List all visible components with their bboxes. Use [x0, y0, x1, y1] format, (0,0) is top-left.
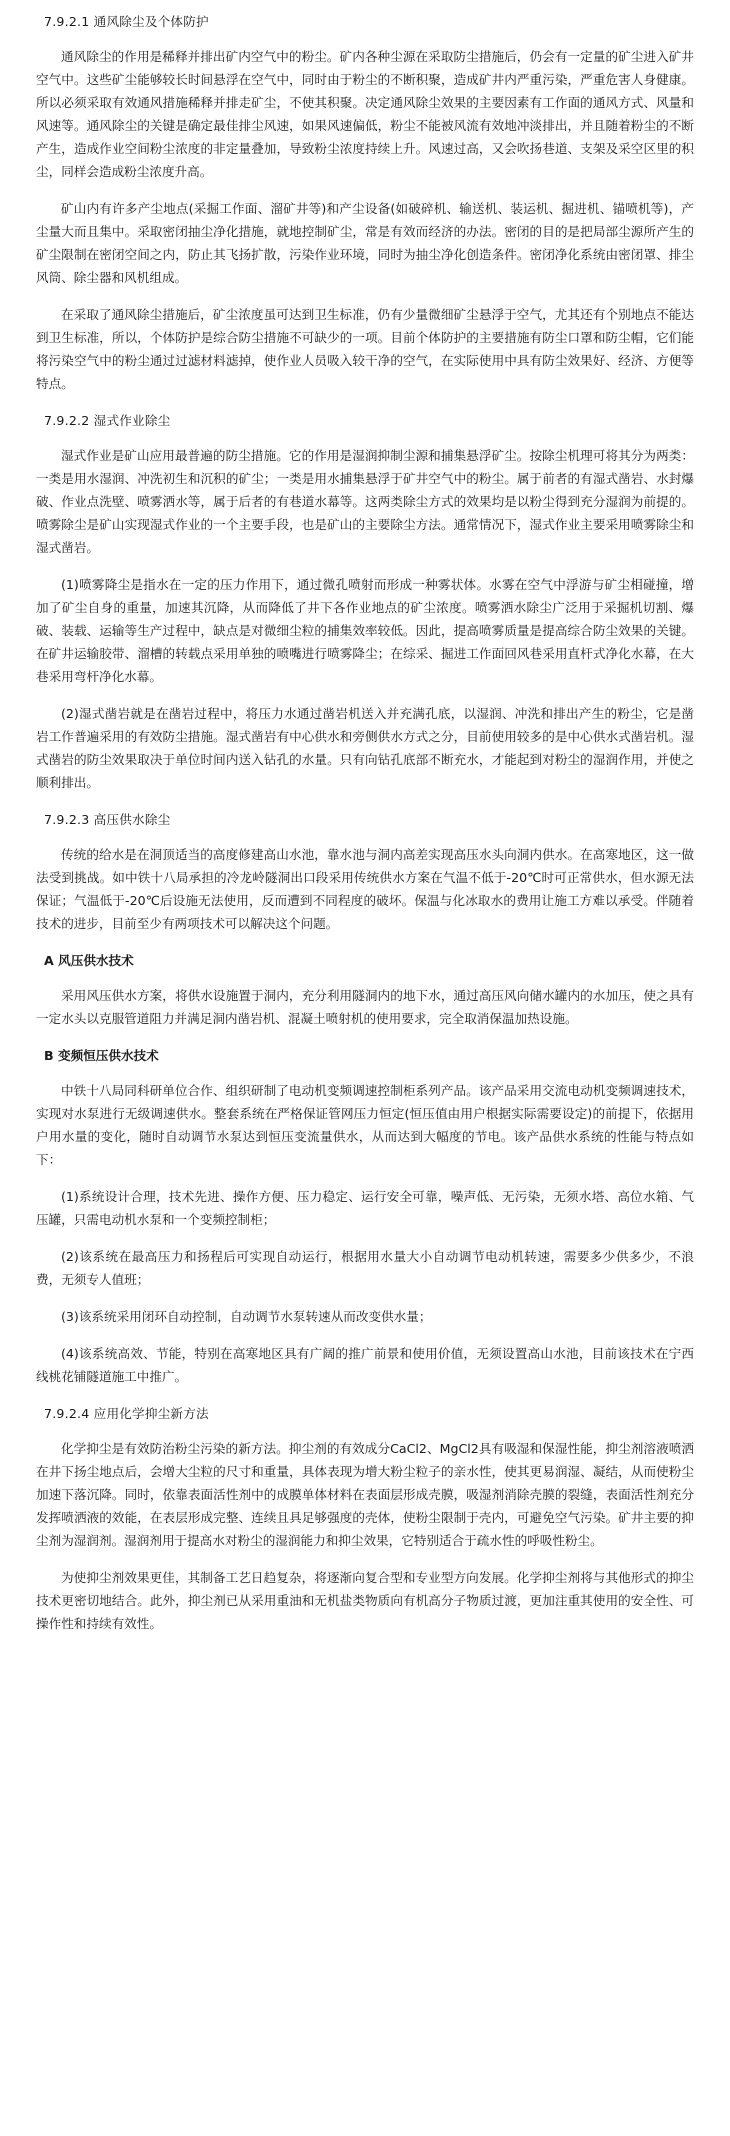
paragraph: 在采取了通风除尘措施后，矿尘浓度虽可达到卫生标准，仍有少量微细矿尘悬浮于空气，尤其还有个别地点不能达到卫生标准，所以，个体防护是综合防尘措施不可缺少的一项。目前个体防护的主要措施有防尘口罩和防尘帽，它们能将污染空气中的粉尘通过过滤材料滤掉，使作业人员吸入较干净的空气，在实际使用中具有防尘效果好、经济、方便等特点。: [36, 307, 694, 391]
section-heading-7-9-2-4: 7.9.2.4 应用化学抑尘新方法: [44, 1406, 209, 1421]
paragraph: 采用风压供水方案，将供水设施置于洞内，充分利用隧洞内的地下水，通过高压风向储水罐内的水加压，使之具有一定水头以克服管道阻力并满足洞内凿岩机、混凝土喷射机的使用要求，完全取消保温加热设施。: [36, 988, 694, 1026]
list-item: (3)该系统采用闭环自动控制，自动调节水泵转速从而改变供水量；: [61, 1309, 432, 1324]
paragraph: (1)喷雾降尘是指水在一定的压力作用下，通过微孔喷射而形成一种雾状体。水雾在空气中浮游与矿尘相碰撞，增加了矿尘自身的重量，加速其沉降，从而降低了井下各作业地点的矿尘浓度。喷雾洒水除尘广泛用于采掘机切割、爆破、装载、运输等生产过程中，缺点是对微细尘粒的捕集效率较低。因此，提高喷雾质量是提高综合防尘效果的关键。在矿井运输胶带、溜槽的转载点采用单独的喷嘴进行喷雾降尘；在综采、掘进工作面回风巷采用直杆式净化水幕，在大巷采用弯杆净化水幕。: [36, 577, 694, 684]
paragraph: 化学抑尘是有效防治粉尘污染的新方法。抑尘剂的有效成分CaCl2、MgCl2具有吸湿和保湿性能，抑尘剂溶液喷洒在井下扬尘地点后，会增大尘粒的尺寸和重量，具体表现为增大粉尘粒子的亲水性，使其更易润湿、凝结，从而使粉尘加速下落沉降。同时，依靠表面活性剂中的成膜单体材料在表面层形成壳膜，吸湿剂消除壳膜的裂缝，表面活性剂充分发挥喷洒液的效能，在表层形成完整、连续且具足够强度的壳体，使粉尘限制于壳内，可避免空气污染。矿井主要的抑尘剂为湿润剂。湿润剂用于提高水对粉尘的湿润能力和抑尘效果，它特别适合于疏水性的呼吸性粉尘。: [36, 1441, 694, 1548]
subsection-heading-b: B 变频恒压供水技术: [44, 1048, 159, 1063]
paragraph: 中铁十八局同科研单位合作、组织研制了电动机变频调速控制柜系列产品。该产品采用交流电动机变频调速技术，实现对水泵进行无级调速供水。整套系统在严格保证管网压力恒定(恒压值由用户根据实际需要设定)的前提下，依据用户用水量的变化，随时自动调节水泵达到恒压变流量供水，从而达到大幅度的节电。该产品供水系统的性能与特点如下：: [36, 1083, 694, 1167]
paragraph: 湿式作业是矿山应用最普遍的防尘措施。它的作用是湿润抑制尘源和捕集悬浮矿尘。按除尘机理可将其分为两类：一类是用水湿润、冲洗初生和沉积的矿尘；一类是用水捕集悬浮于矿井空气中的粉尘。属于前者的有湿式凿岩、水封爆破、作业点洗壁、喷雾洒水等，属于后者的有巷道水幕等。这两类除尘方式的效果均是以粉尘得到充分湿润为前提的。喷雾除尘是矿山实现湿式作业的一个主要手段，也是矿山的主要除尘方法。通常情况下，湿式作业主要采用喷雾除尘和湿式凿岩。: [36, 448, 694, 555]
paragraph: 为使抑尘剂效果更佳，其制备工艺日趋复杂，将逐渐向复合型和专业型方向发展。化学抑尘剂将与其他形式的抑尘技术更密切地结合。此外，抑尘剂已从采用重油和无机盐类物质向有机高分子物质过渡，更加注重其使用的安全性、可操作性和持续有效性。: [36, 1570, 694, 1631]
section-heading-7-9-2-3: 7.9.2.3 高压供水除尘: [44, 812, 171, 827]
section-heading-7-9-2-1: 7.9.2.1 通风除尘及个体防护: [44, 14, 209, 29]
list-item: (1)系统设计合理，技术先进、操作方便、压力稳定、运行安全可靠，噪声低、无污染，无须水塔、高位水箱、气压罐，只需电动机水泵和一个变频控制柜；: [36, 1189, 694, 1227]
paragraph: 传统的给水是在洞顶适当的高度修建高山水池，靠水池与洞内高差实现高压水头向洞内供水。在高寒地区，这一做法受到挑战。如中铁十八局承担的冷龙岭隧洞出口段采用传统供水方案在气温不低于-20℃时可正常供水，但水源无法保证；气温低于-20℃后设施无法使用，反而遭到不同程度的破坏。保温与化冰取水的费用让施工方难以承受。伴随着技术的进步，目前至少有两项技术可以解决这个问题。: [36, 847, 694, 931]
subsection-heading-a: A 风压供水技术: [44, 953, 134, 968]
paragraph: 通风除尘的作用是稀释并排出矿内空气中的粉尘。矿内各种尘源在采取防尘措施后，仍会有一定量的矿尘进入矿井空气中。这些矿尘能够较长时间悬浮在空气中，同时由于粉尘的不断积聚，造成矿井内严重污染，严重危害人身健康。所以必须采取有效通风措施稀释并排走矿尘，不使其积聚。决定通风除尘效果的主要因素有工作面的通风方式、风量和风速等。通风除尘的关键是确定最佳排尘风速，如果风速偏低，粉尘不能被风流有效地冲淡排出，并且随着粉尘的不断产生，造成作业空间粉尘浓度的非定量叠加，导致粉尘浓度持续上升。风速过高，又会吹扬巷道、支架及采空区里的积尘，同样会造成粉尘浓度升高。: [36, 49, 694, 179]
list-item: (4)该系统高效、节能，特别在高寒地区具有广阔的推广前景和使用价值，无须设置高山水池，目前该技术在宁西线桃花铺隧道施工中推广。: [36, 1346, 694, 1384]
paragraph: 矿山内有许多产尘地点(采掘工作面、溜矿井等)和产尘设备(如破碎机、输送机、装运机、掘进机、锚喷机等)，产尘量大而且集中。采取密闭抽尘净化措施，就地控制矿尘，常是有效而经济的办法。密闭的目的是把局部尘源所产生的矿尘限制在密闭空间之内，防止其飞扬扩散，污染作业环境，同时为抽尘净化创造条件。密闭净化系统由密闭罩、排尘风筒、除尘器和风机组成。: [36, 201, 694, 285]
paragraph: (2)湿式凿岩就是在凿岩过程中，将压力水通过凿岩机送入并充满孔底，以湿润、冲洗和排出产生的粉尘，它是凿岩工作普遍采用的有效防尘措施。湿式凿岩有中心供水和旁侧供水方式之分，目前使用较多的是中心供水式凿岩机。湿式凿岩的防尘效果取决于单位时间内送入钻孔的水量。只有向钻孔底部不断充水，才能起到对粉尘的湿润作用，并使之顺利排出。: [36, 706, 694, 790]
list-item: (2)该系统在最高压力和扬程后可实现自动运行，根据用水量大小自动调节电动机转速，需要多少供多少，不浪费，无须专人值班；: [36, 1249, 694, 1287]
section-heading-7-9-2-2: 7.9.2.2 湿式作业除尘: [44, 413, 171, 428]
